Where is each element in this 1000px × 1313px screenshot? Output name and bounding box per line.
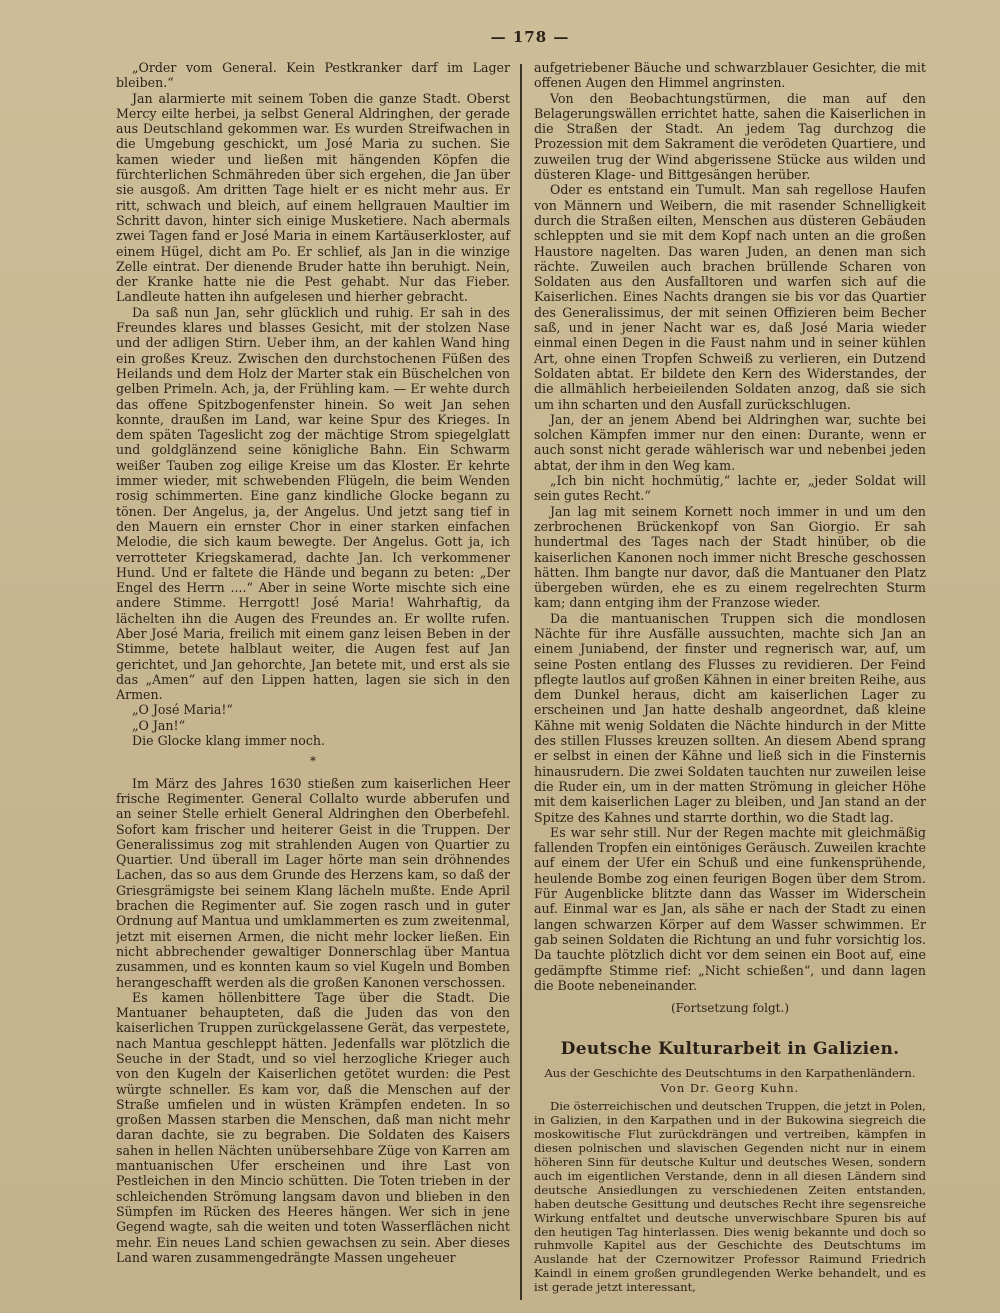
paragraph: Es kamen höllenbittere Tage über die Stadt. Die Mantuaner behaupteten, daß die Juden das von den kaiserlichen Truppen zurückgelassene Gerät, das verpestete, nach Mantua geschleppt hätten. Jedenfalls war plötzlich die Seuche in der Stadt, und so viel herzogliche Krieger auch von den Kugeln der Kaiserlichen getötet wurden: die Pest würgte schneller. Es kam vor, daß die Menschen auf der Straße umfielen und in wüsten Krämpfen endeten. In so großen Massen starben die Menschen, daß man nicht mehr daran dachte, sie zu begraben. Die Soldaten des Kaisers sahen in hellen Nächten unübersehbare Züge von Karren am mantuanischen Ufer erscheinen und ihre Last von Pestleichen in den Mincio schütten. Die Toten trieben in der schleichenden Strömung langsam davon und blieben in den Sümpfen im Rücken des Heeres hängen. Wer sich in jene Gegend wagte, sah die weiten und toten Wasserflächen nicht mehr. Ein neues Land schien gewachsen zu sein. Aber dieses Land waren zusammengedrängte Massen ungeheuer xyxy=(116,989,510,1265)
paragraph: Jan, der an jenem Abend bei Aldringhen war, suchte bei solchen Kämpfen immer nur den einen: Durante, wenn er auch sonst nicht gerade wählerisch war und nebenbei jeden abtat, der ihm in den Weg kam. xyxy=(534,411,926,473)
article-author: Von Dr. Georg Kuhn. xyxy=(660,1081,800,1096)
section-separator: * xyxy=(310,754,316,769)
article-subtitle: Aus der Geschichte des Deutschtums in den Karpathenländern. xyxy=(544,1066,916,1081)
paragraph: Es war sehr still. Nur der Regen machte mit gleichmäßig fallenden Tropfen ein eintöniges Geräusch. Zuweilen krachte auf einem der Ufer ein Schuß und eine funkensprühende, heulende Bombe zog einen feurigen Bogen über dem Strom. Für Augenblicke blitzte dann das Wasser im Widerschein auf. Einmal war es Jan, als sähe er nach der Stadt zu einen langen schwarzen Körper auf dem Wasser schwimmen. Er gab seinen Soldaten die Richtung an und fuhr vorsichtig los. Da tauchte plötzlich dicht vor dem seinen ein Boot auf, eine gedämpfte Stimme rief: „Nicht schießen“, und dann lagen die Boote nebeneinander. xyxy=(534,824,926,993)
right-column xyxy=(522,60,926,1310)
paragraph: Im März des Jahres 1630 stießen zum kaiserlichen Heer frische Regimenter. General Collalto wurde abberufen und an seiner Stelle erhielt General Aldringhen den Oberbefehl. Sofort kam frischer und heiterer Geist in die Truppen. Der Generalissimus zog mit strahlenden Augen von Quartier zu Quartier. Und überall im Lager hörte man sein dröhnendes Lachen, das so aus dem Grunde des Herzens kam, so daß der Griesgrämigste bei seinem Klang lächeln mußte. Ende April brachen die Regimenter auf. Sie zogen rasch und in guter Ordnung auf Mantua und umklammerten es zum zweitenmal, jetzt mit eisernen Armen, die nicht mehr locker ließen. Ein nicht abbrechender gewaltiger Donnerschlag über Mantua zusammen, und es konnten kaum so viel Kugeln und Bomben herangeschafft werden als die großen Kanonen verschossen. xyxy=(116,775,510,990)
paragraph: „O José Maria!“ xyxy=(132,702,233,718)
paragraph: „Order vom General. Kein Pestkranker darf im Lager bleiben.“ xyxy=(116,60,510,91)
article-title: Deutsche Kulturarbeit in Galizien. xyxy=(560,1039,900,1060)
columns xyxy=(116,60,944,1310)
article-paragraph: Die österreichischen und deutschen Truppen, die jetzt in Polen, in Galizien, in den Karpathen und in der Bukowina siegreich die moskowitische Flut zurückdrängen und vertreiben, kämpfen in diesen polnischen und slavischen Gegenden nicht nur in einem höheren Sinn für deutsche Kultur und deutsches Wesen, sondern auch im eigentlichen Verstande, denn in all diesen Ländern sind deutsche Ansiedlungen zu verschiedenen Zeiten entstanden, haben deutsche Gesittung und deutsches Recht ihre segensreiche Wirkung entfaltet und deutsche unverwischbare Spuren bis auf den heutigen Tag hinterlassen. Dies wenig bekannte und doch so ruhmvolle Kapitel aus der Geschichte des Deutschtums im Auslande hat der Czernowitzer Professor Raimund Friedrich Kaindl in einem großen grundlegenden Werke behandelt, und es ist gerade jetzt interessant, xyxy=(534,1099,926,1295)
paragraph: „O Jan!“ xyxy=(132,717,186,733)
paragraph: „Ich bin nicht hochmütig,“ lachte er, „jeder Soldat will sein gutes Recht.“ xyxy=(534,473,926,504)
paragraph: Da die mantuanischen Truppen sich die mondlosen Nächte für ihre Ausfälle aussuchten, machte sich Jan an einem Juniabend, der finster und regnerisch war, auf, um seine Posten entlang des Flusses zu revidieren. Der Feind pflegte lautlos auf großen Kähnen in einer breiten Reihe, aus dem Dunkel heraus, dicht am kaiserlichen Lager zu erscheinen und Jan hatte deshalb angeordnet, daß kleine Kähne mit wenig Soldaten die Nächte hindurch in der Mitte des stillen Flusses kreuzen sollten. An diesem Abend sprang er selbst in einen der Kähne und ließ sich in die Finsternis hinausrudern. Die zwei Soldaten tauchten nur zuweilen leise die Ruder ein, um in der matten Strömung in gleicher Höhe mit dem kaiserlichen Lager zu bleiben, und Jan stand an der Spitze des Kahnes und starrte dorthin, wo die Stadt lag. xyxy=(534,610,926,825)
paragraph: aufgetriebener Bäuche und schwarzblauer Gesichter, die mit offenen Augen den Himmel angrinsten. xyxy=(534,60,926,91)
paragraph: Oder es entstand ein Tumult. Man sah regellose Haufen von Männern und Weibern, die mit rasender Schnelligkeit durch die Straßen eilten, Menschen aus düsteren Gebäuden schleppten und sie mit dem Kopf nach unten an die großen Haustore nagelten. Das waren Juden, an denen man sich rächte. Zuweilen auch brachen brüllende Scharen von Soldaten aus den Ausfalltoren und warfen sich auf die Kaiserlichen. Eines Nachts drangen sie bis vor das Quartier des Generalissimus, der mit seinen Offizieren beim Becher saß, und in jener Nacht war es, daß José Maria wieder einmal einen Degen in die Faust nahm und in seiner kühlen Art, ohne einen Tropfen Schweiß zu verlieren, ein Dutzend Soldaten abtat. Er bildete den Kern des Widerstandes, der die allmählich herbeieilenden Soldaten anzog, daß sie sich um ihn scharten und den Ausfall zurückschlugen. xyxy=(534,182,926,412)
paragraph: Da saß nun Jan, sehr glücklich und ruhig. Er sah in des Freundes klares und blasses Gesicht, mit der stolzen Nase und der adligen Stirn. Ueber ihm, an der kahlen Wand hing ein großes Kreuz. Zwischen den durchstochenen Füßen des Heilands und dem Holz der Marter stak ein Büschelchen von gelben Primeln. Ach, ja, der Frühling kam. — Er wehte durch das offene Spitzbogenfenster hinein. So weit Jan sehen konnte, draußen im Land, war keine Spur des Krieges. In dem späten Tageslicht zog der mächtige Strom spiegelglatt und goldglänzend seine königliche Bahn. Ein Schwarm weißer Tauben zog eilige Kreise um das Kloster. Er kehrte immer wieder, mit schwebenden Flügeln, die beim Wenden rosig schimmerten. Eine ganz kindliche Glocke begann zu tönen. Der Angelus, ja, der Angelus. Und jetzt sang tief in den Mauern ein ernster Chor in einer starken einfachen Melodie, die sich kaum bewegte. Der Angelus. Gott ja, ich verrotteter Kriegskamerad, dachte Jan. Ich verkommener Hund. Und er faltete die Hände und begann zu beten: „Der Engel des Herrn ....“ Aber in seine Worte mischte sich eine andere Stimme. Herrgott! José Maria! Wahrhaftig, da lächelten ihn die Augen des Freundes an. Er wollte rufen. Aber José Maria, freilich mit einem ganz leisen Beben in der Stimme, betete halblaut weiter, die Augen fest auf Jan gerichtet, und Jan gehorchte, Jan betete mit, und erst als sie das „Amen“ auf den Lippen hatten, lagen sie sich in den Armen. xyxy=(116,304,510,703)
left-column xyxy=(116,60,520,1310)
paragraph: Die Glocke klang immer noch. xyxy=(132,733,325,749)
page-number: — 178 — xyxy=(490,28,570,46)
paragraph: Jan alarmierte mit seinem Toben die ganze Stadt. Oberst Mercy eilte herbei, ja selbst General Aldringhen, der gerade aus Deutschland gekommen war. Es wurden Streifwachen in die Umgebung geschickt, um José Maria zu suchen. Sie kamen wieder und ließen mit hängenden Köpfen die fürchterlichen Schmähreden über sich ergehen, die Jan über sie ausgoß. Am dritten Tage hielt er es nicht mehr aus. Er ritt, schwach und bleich, auf einem hellgrauen Maultier im Schritt davon, hinter sich einige Musketiere. Nach abermals zwei Tagen fand er José Maria in einem Kartäuserkloster, auf einem Hügel, dicht am Po. Er schlief, als Jan in die winzige Zelle eintrat. Der dienende Bruder hatte ihn beruhigt. Nein, der Kranke hatte nie die Pest gehabt. Nur das Fieber. Landleute hatten ihn aufgelesen und hierher gebracht. xyxy=(116,90,510,305)
paragraph: Von den Beobachtungstürmen, die man auf den Belagerungswällen errichtet hatte, sahen die Kaiserlichen in die Straßen der Stadt. An jedem Tag durchzog die Prozession mit dem Sakrament die verödeten Quartiere, und zuweilen trug der Wind abgerissene Stücke aus wilden und düsteren Klage- und Bittgesängen herüber. xyxy=(534,90,926,183)
paragraph: Jan lag mit seinem Kornett noch immer in und um den zerbrochenen Brückenkopf von San Giorgio. Er sah hundertmal des Tages nach der Stadt hinüber, ob die kaiserlichen Kanonen noch immer nicht Bresche geschossen hätten. Ihm bangte nur davor, daß die Mantuaner den Platz übergeben würden, ehe es zu einem regelrechten Sturm kam; dann entging ihm der Franzose wieder. xyxy=(534,503,926,611)
continued-note: (Fortsetzung folgt.) xyxy=(671,1001,789,1016)
